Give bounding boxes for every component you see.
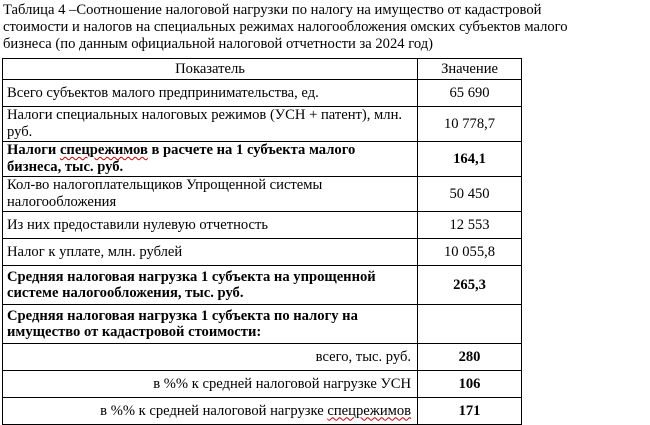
header-indicator: Показатель — [3, 59, 418, 80]
table-caption — [3, 2, 647, 54]
row-label-part-underlined: спецрежимов — [59, 142, 148, 158]
table-row — [3, 142, 522, 177]
row-label: Налоги специальных налоговых режимов (УСН + патент), млн. руб. — [3, 107, 418, 142]
data-table — [2, 58, 522, 425]
table-row — [3, 266, 522, 305]
row-label: Из них предоставили нулевую отчетность — [3, 212, 418, 239]
row-label: Средняя налоговая нагрузка 1 субъекта по налогу на имущество от кадастровой стоимости: — [3, 305, 418, 344]
row-label-part: в расчете на 1 субъекта малого бизнеса, тыс. руб. — [7, 142, 356, 175]
row-label-part-underlined: спецрежимов — [327, 402, 412, 419]
row-value: 106 — [418, 371, 522, 398]
table-row — [3, 371, 522, 398]
row-label: Кол-во налогоплательщиков Упрощенной системы налогообложения — [3, 177, 418, 212]
table-row — [3, 212, 522, 239]
row-value: 280 — [418, 344, 522, 371]
row-label: Налог к уплате, млн. рублей — [3, 239, 418, 266]
header-value: Значение — [418, 59, 522, 80]
table-row — [3, 177, 522, 212]
row-label: Всего субъектов малого предпринимательства, ед. — [3, 80, 418, 107]
table-row — [3, 80, 522, 107]
row-label: Средняя налоговая нагрузка 1 субъекта на упрощенной системе налогообложения, тыс. руб. — [3, 266, 418, 305]
row-label — [3, 142, 418, 177]
table-row — [3, 344, 522, 371]
row-value: 164,1 — [418, 142, 522, 177]
row-value: 171 — [418, 398, 522, 425]
table-row — [3, 239, 522, 266]
caption-line-2: стоимости и налогов на специальных режимах налогообложения омских субъектов малого — [3, 19, 568, 36]
row-value: 10 055,8 — [418, 239, 522, 266]
row-label-part: Налоги — [7, 142, 60, 158]
table-row — [3, 398, 522, 425]
table-row — [3, 107, 522, 142]
row-label — [3, 398, 418, 425]
table-header-row — [3, 59, 522, 80]
row-value: 65 690 — [418, 80, 522, 107]
row-label: всего, тыс. руб. — [3, 344, 418, 371]
row-value: 265,3 — [418, 266, 522, 305]
caption-line-3: бизнеса (по данным официальной налоговой отчетности за 2024 год) — [3, 36, 433, 53]
row-label: в %% к средней налоговой нагрузке УСН — [3, 371, 418, 398]
table-row — [3, 305, 522, 344]
row-label-part: в %% к средней налоговой нагрузке — [100, 402, 328, 419]
row-value: 10 778,7 — [418, 107, 522, 142]
row-value — [418, 305, 522, 344]
row-value: 12 553 — [418, 212, 522, 239]
caption-line-1: Таблица 4 –Соотношение налоговой нагрузки по налогу на имущество от кадастровой — [3, 2, 542, 18]
row-value: 50 450 — [418, 177, 522, 212]
